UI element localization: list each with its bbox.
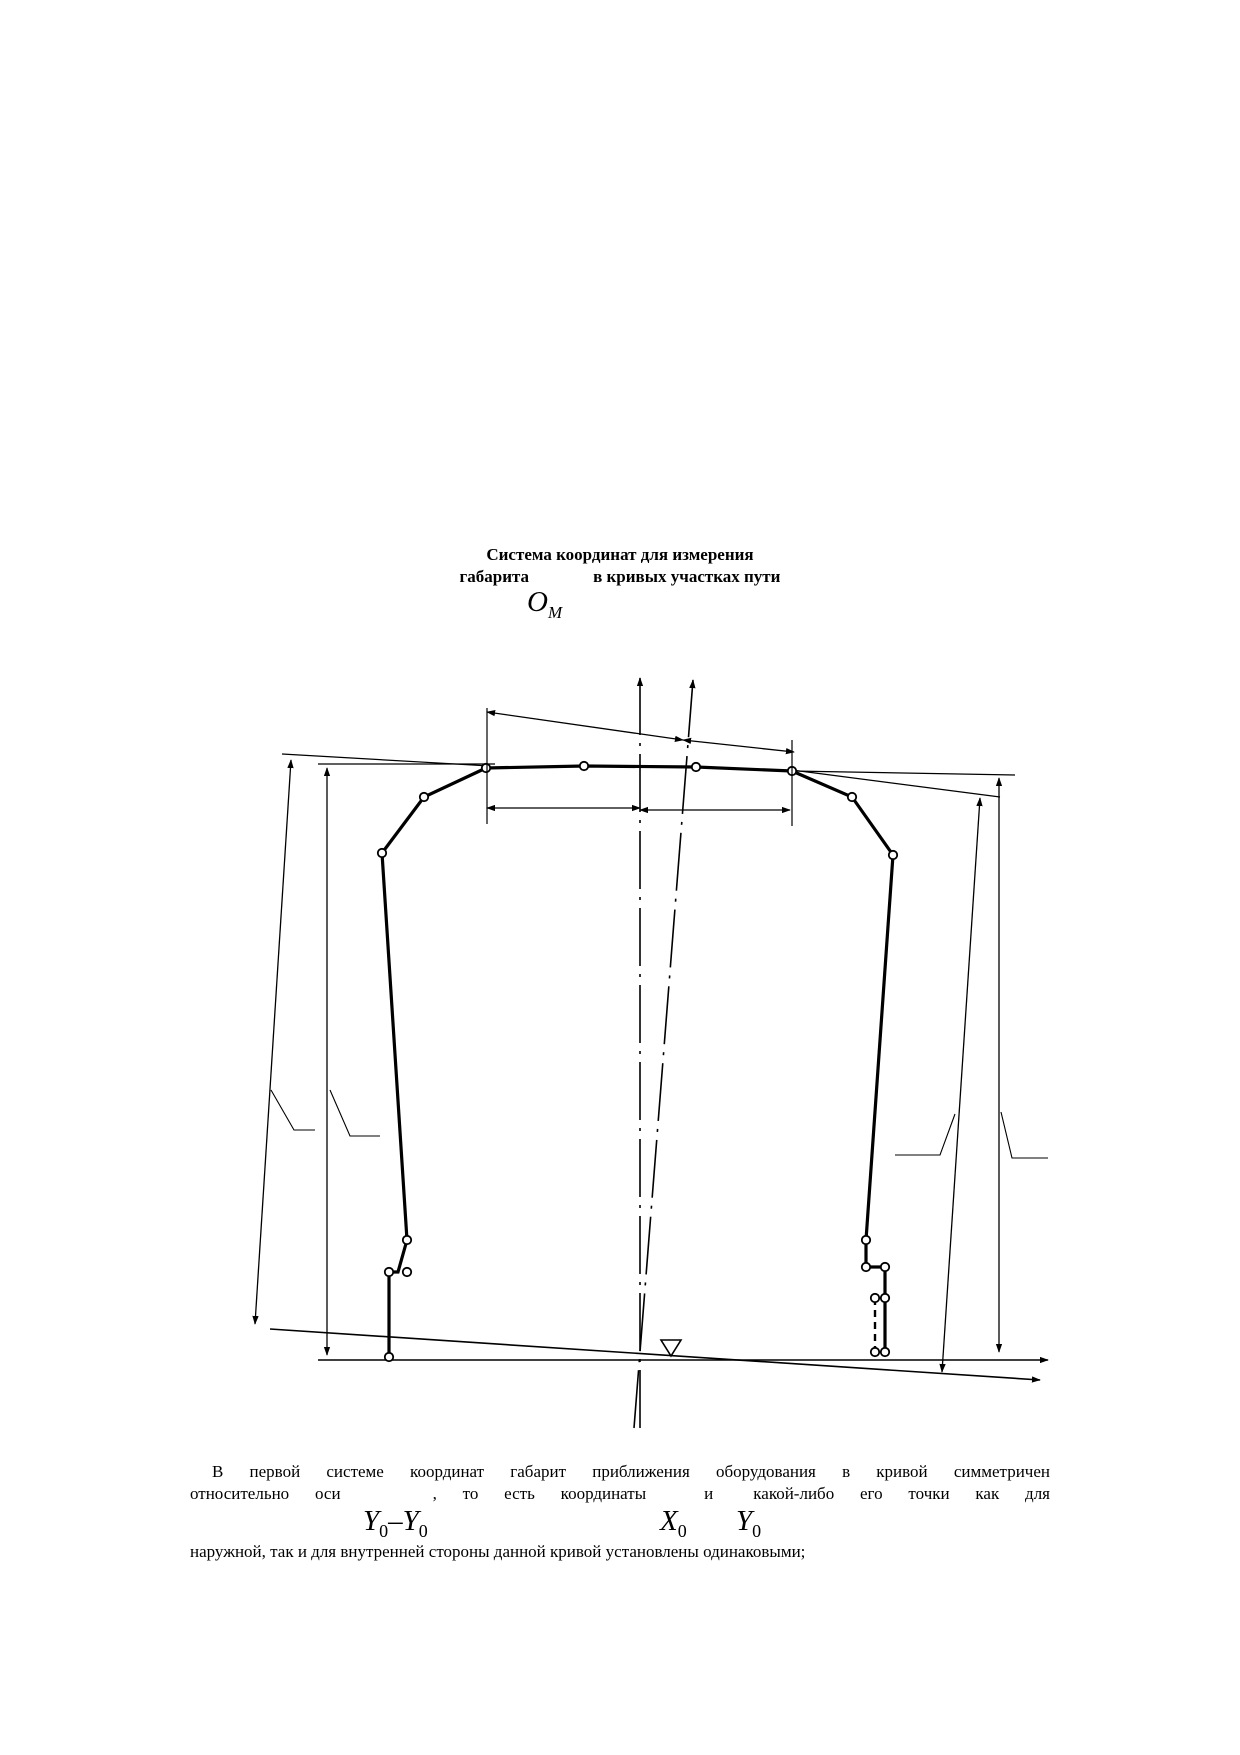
formula-sub: 0	[379, 1520, 389, 1541]
clearance-outline-top	[486, 766, 792, 771]
formula-y0	[736, 1505, 761, 1547]
formula-x0	[660, 1505, 687, 1547]
vertex-markers	[378, 762, 897, 1361]
leader-y-inner	[271, 1090, 315, 1130]
caption-word-gabarit: габарита	[459, 567, 530, 586]
dimension-y-outer	[942, 798, 980, 1372]
formula-sub: 0	[677, 1520, 687, 1541]
y-axis	[634, 680, 693, 1428]
leader-y-outer	[895, 1114, 955, 1155]
formula-y-letter: Y	[736, 1505, 753, 1537]
figure-caption-line1: Система координат для измерения	[486, 545, 754, 564]
leader-y0-right	[1001, 1112, 1048, 1158]
paragraph-line3: наружной, так и для внутренней стороны данной кривой установлены одинаковыми;	[190, 1542, 806, 1561]
figure-caption-line2	[340, 567, 900, 587]
formula-sub: 0	[418, 1520, 428, 1541]
rail-level-triangle	[661, 1340, 681, 1356]
formula-y-letter: Y	[363, 1505, 380, 1537]
dimension-x-outer	[683, 740, 794, 752]
leader-y0-left	[330, 1090, 380, 1136]
paragraph-line1: В первой системе координат габарит приближения оборудования в кривой симметричен	[212, 1462, 1050, 1481]
dimension-x-inner	[487, 712, 683, 740]
paragraph-line2	[190, 1484, 1050, 1504]
clearance-outline-left	[382, 768, 486, 1357]
symbol-o: O	[527, 586, 548, 618]
formula-sub: 0	[752, 1520, 762, 1541]
symbol-m: М	[547, 602, 563, 622]
p2-text-2: , то есть координаты	[432, 1484, 647, 1503]
formula-dash: –	[388, 1505, 403, 1537]
formula-y-letter: Y	[402, 1505, 419, 1537]
caption-rest: в кривых участках пути	[593, 567, 781, 586]
caption-symbol-om	[527, 585, 562, 630]
clearance-diagram	[0, 640, 1240, 1450]
dimension-y-inner	[255, 760, 291, 1324]
formula-x-letter: X	[660, 1505, 678, 1537]
p2-text-3: и	[704, 1484, 714, 1503]
clearance-outline-right	[792, 771, 893, 1350]
p2-text-4: какой-либо его точки как для	[753, 1484, 1050, 1503]
formula-axis-y0-y0	[363, 1505, 428, 1547]
p2-text-1: относительно оси	[190, 1484, 341, 1503]
